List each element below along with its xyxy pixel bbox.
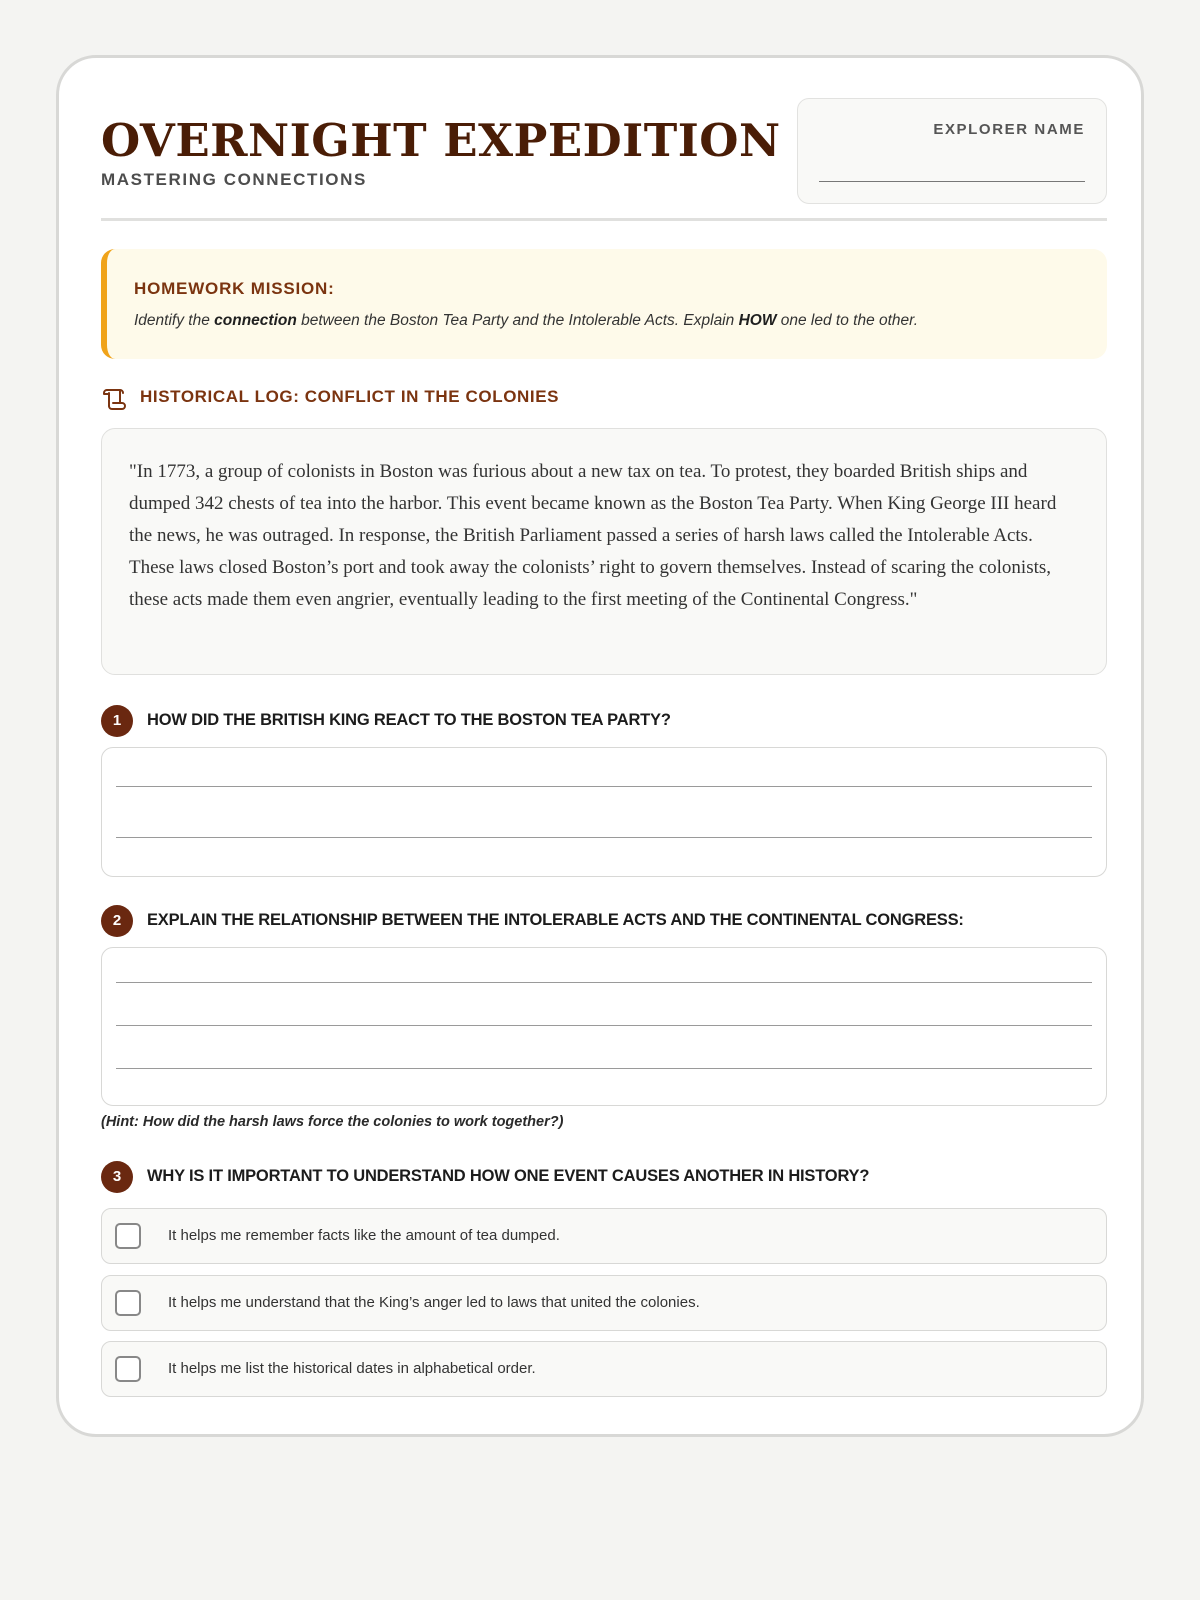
mission-label: HOMEWORK MISSION:: [134, 279, 335, 298]
option-checkbox[interactable]: [115, 1290, 141, 1316]
mission-text-emphasis: connection: [214, 312, 297, 329]
question-number-badge: 3: [101, 1161, 133, 1193]
scroll-icon: [101, 386, 127, 412]
question-2-hint: (Hint: How did the harsh laws force the colonies to work together?): [101, 1114, 564, 1130]
answer-line: [116, 1025, 1092, 1026]
answer-line: [116, 786, 1092, 787]
homework-mission-callout: [101, 249, 1107, 359]
historical-log-heading: [101, 384, 1107, 414]
question-text: WHY IS IT IMPORTANT TO UNDERSTAND HOW ONE EVENT CAUSES ANOTHER IN HISTORY?: [147, 1167, 870, 1185]
page-title: OVERNIGHT EXPEDITION: [101, 114, 781, 167]
explorer-name-field[interactable]: [819, 181, 1085, 182]
mission-text-part: Identify the: [134, 312, 215, 329]
answer-option-3[interactable]: [101, 1341, 1107, 1397]
answer-line: [116, 837, 1092, 838]
answer-option-1[interactable]: [101, 1208, 1107, 1264]
answer-line: [116, 982, 1092, 983]
question-number-badge: 1: [101, 705, 133, 737]
question-text: EXPLAIN THE RELATIONSHIP BETWEEN THE INTOLERABLE ACTS AND THE CONTINENTAL CONGRESS:: [147, 911, 964, 929]
option-label: It helps me list the historical dates in alphabetical order.: [168, 1360, 536, 1377]
question-3: [101, 1161, 1107, 1193]
historical-passage: "In 1773, a group of colonists in Boston was furious about a new tax on tea. To protest, they boarded British ships and dumped 342 chests of tea into the harbor. This event became known as the Boston Tea Party. When King George III heard the news, he was outraged. In response, the British Parliament passed a series of harsh laws called the Intolerable Acts. These laws closed Boston’s port and took away the colonists’ right to govern themselves. Instead of scaring the colonists, these acts made them even angrier, eventually leading to the first meeting of the Continental Congress.": [101, 428, 1107, 675]
option-label: It helps me understand that the King’s anger led to laws that united the colonies.: [168, 1294, 700, 1311]
historical-log-title: HISTORICAL LOG: CONFLICT IN THE COLONIES: [140, 387, 560, 406]
worksheet: [56, 55, 1144, 1437]
answer-line: [116, 1068, 1092, 1069]
answer-box-2[interactable]: [101, 947, 1107, 1106]
mission-text-emphasis: HOW: [738, 312, 777, 329]
question-2: [101, 905, 1107, 937]
explorer-name-box: [797, 98, 1107, 204]
question-1: [101, 705, 1107, 737]
option-checkbox[interactable]: [115, 1223, 141, 1249]
option-checkbox[interactable]: [115, 1356, 141, 1382]
question-number-badge: 2: [101, 905, 133, 937]
answer-box-1[interactable]: [101, 747, 1107, 877]
mission-text-part: between the Boston Tea Party and the Intolerable Acts. Explain: [296, 312, 739, 329]
explorer-name-label: EXPLORER NAME: [933, 121, 1085, 138]
question-text: HOW DID THE BRITISH KING REACT TO THE BOSTON TEA PARTY?: [147, 711, 671, 729]
mission-text: [134, 312, 918, 330]
option-label: It helps me remember facts like the amount of tea dumped.: [168, 1227, 560, 1244]
worksheet-header: [101, 98, 1107, 221]
mission-text-part: one led to the other.: [776, 312, 919, 329]
answer-option-2[interactable]: [101, 1275, 1107, 1331]
page-subtitle: MASTERING CONNECTIONS: [101, 170, 367, 189]
